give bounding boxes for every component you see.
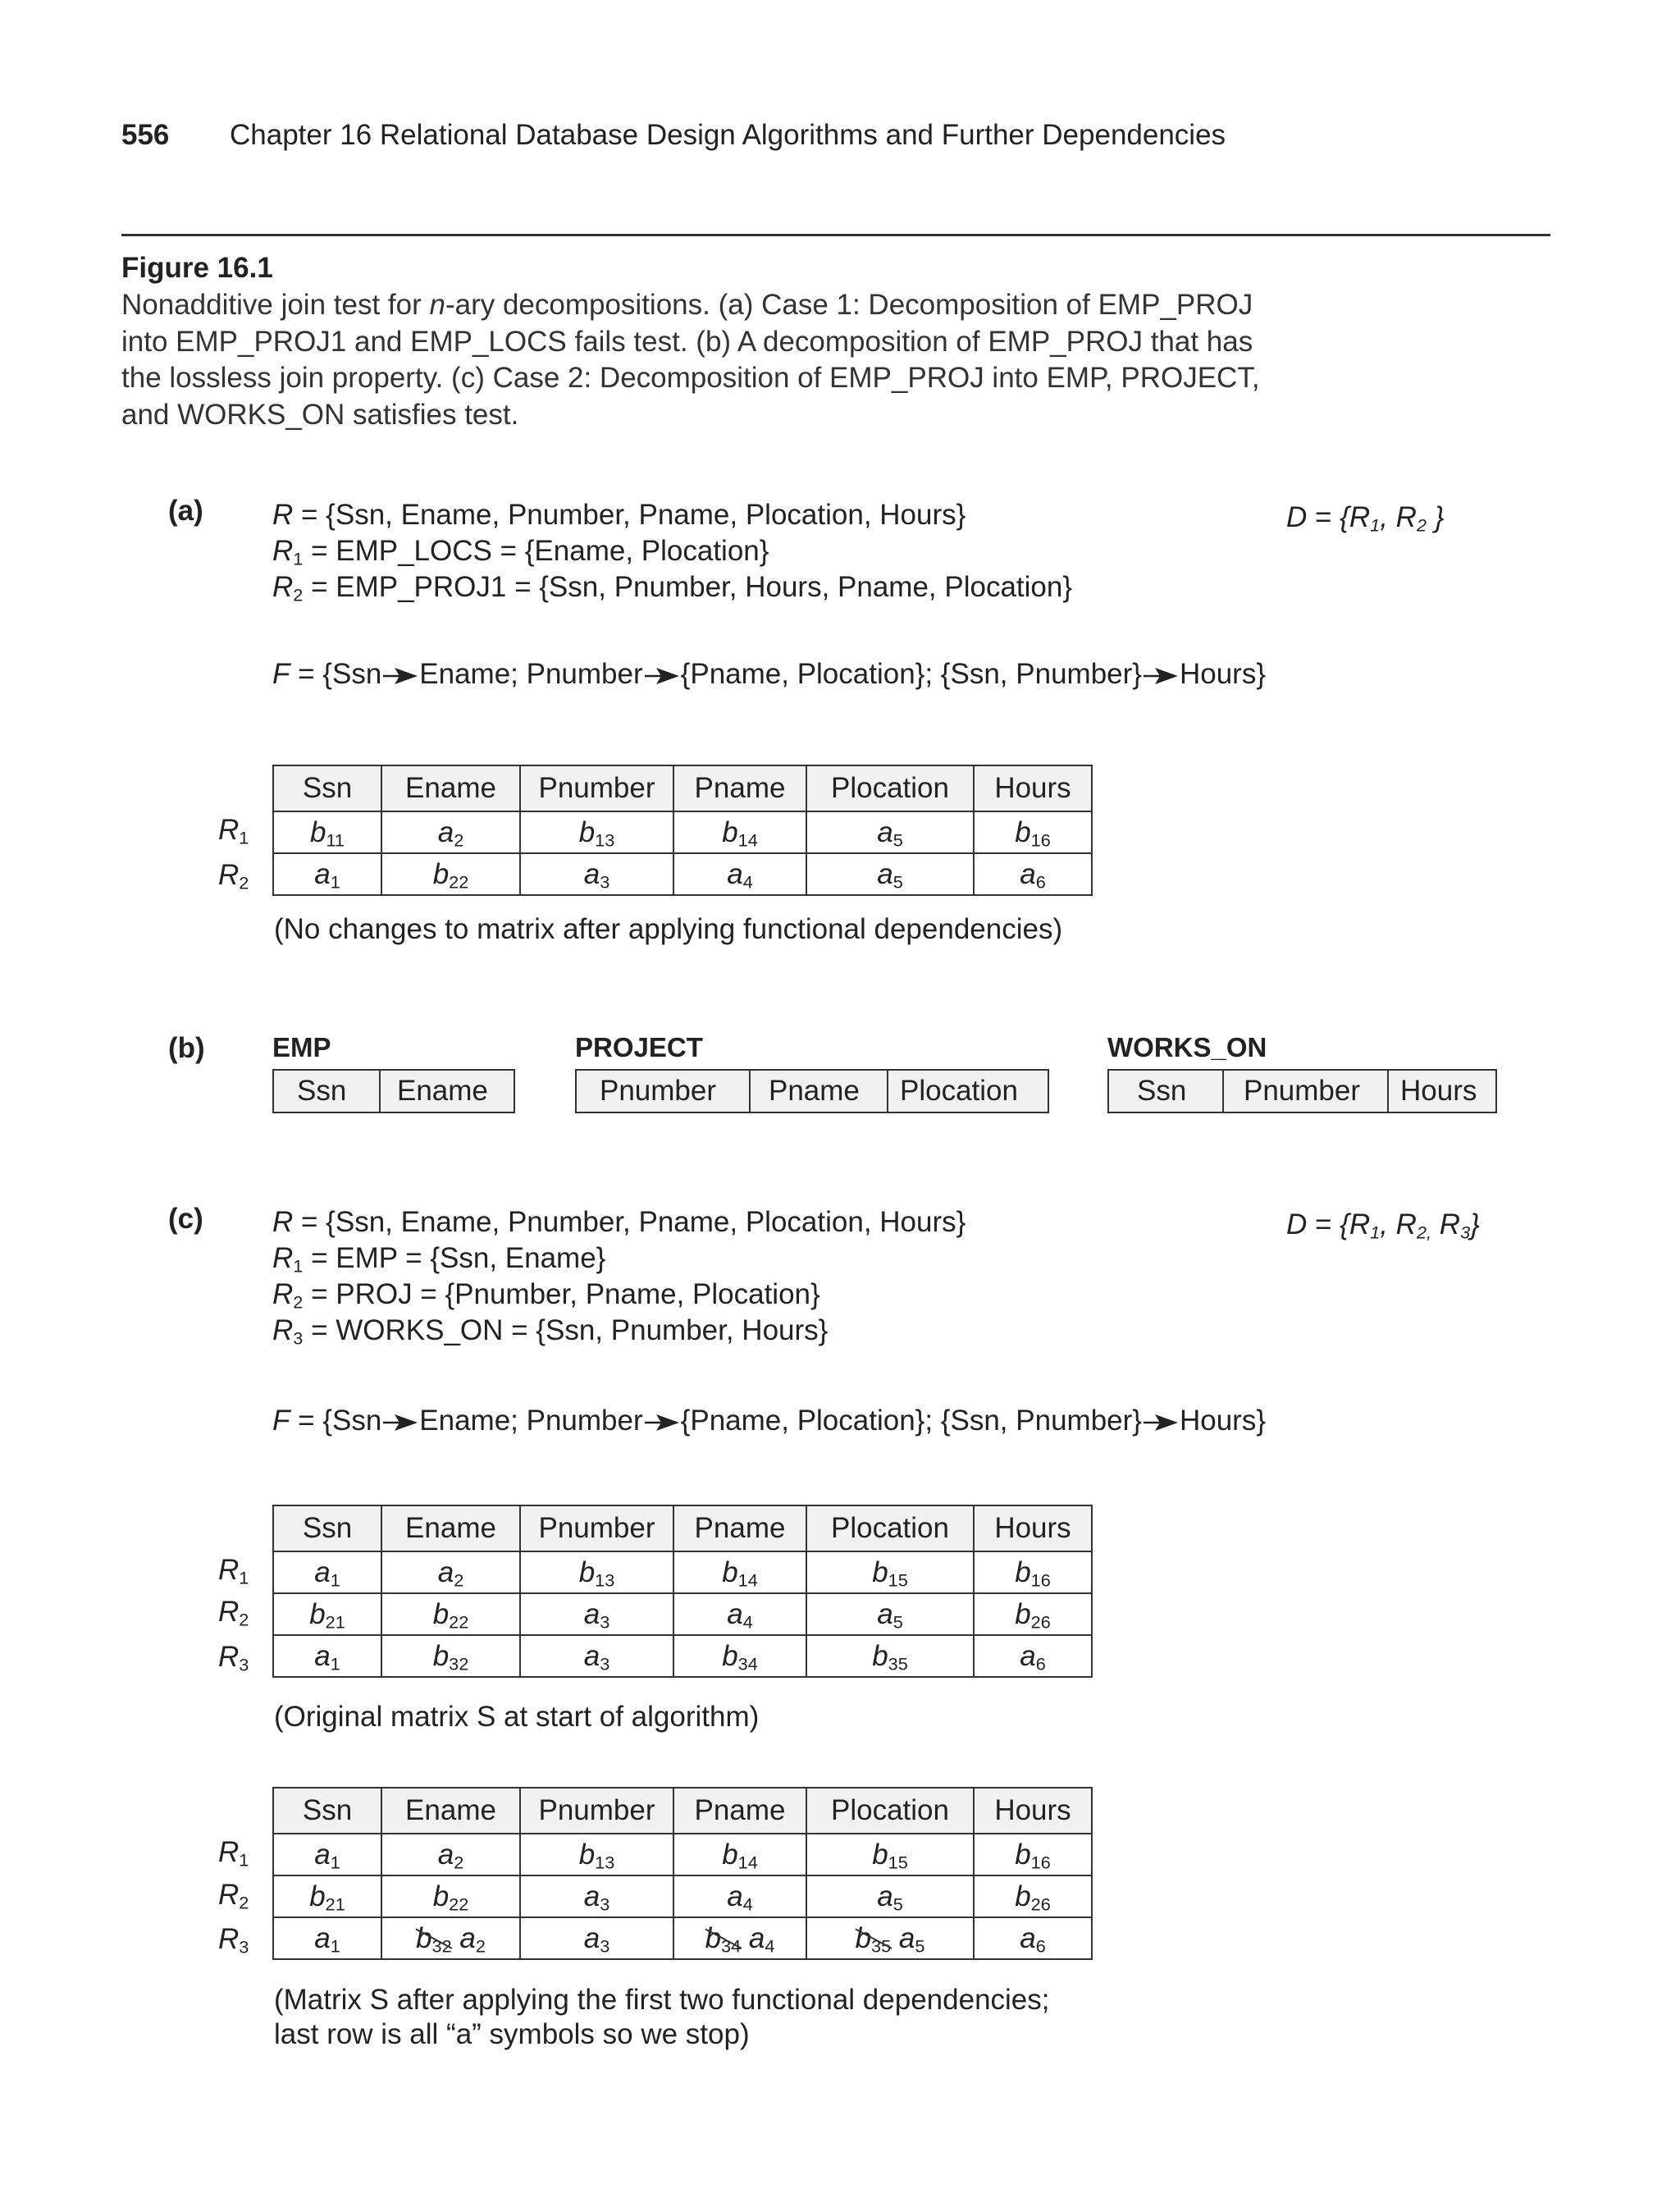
matrix-cell: $b_{35}$ xyxy=(806,1635,974,1677)
col-header: Ename xyxy=(381,765,520,811)
attribute: Ename xyxy=(379,1071,514,1112)
part-c-final-row-label-r1: $R_1$ xyxy=(218,1836,249,1871)
matrix-header-row xyxy=(273,765,1092,811)
part-c-original-matrix xyxy=(272,1505,1093,1678)
part-c-functional-dependencies: F = {Ssn Ename; Pnumber {Pname, Plocation}; {Ssn, Pnumber} Hours} xyxy=(272,1405,1267,1437)
part-a-note: (No changes to matrix after applying functional dependencies) xyxy=(274,913,1063,945)
matrix-cell: $a_4$ xyxy=(673,1875,806,1917)
attribute: Pnumber xyxy=(1222,1071,1387,1112)
col-header: Ename xyxy=(381,1505,520,1551)
caption-rest: -ary decompositions. (a) Case 1: Decomposition of EMP_PROJ into EMP_PROJ1 and EMP_LOCS fails test. (b) A decomposition of EMP_PROJ that has the lossless join property. (c) Case 2: Decomposition of EMP_PROJ into EMP, PROJECT, and WORKS_ON satisfies test. xyxy=(121,289,1260,431)
part-c-r2-definition: $R_2$ = PROJ = {Pnumber, Pname, Plocation} xyxy=(272,1278,820,1313)
part-c-d-definition: $D = \{R_1$, $R_{2,}$ $R_3$} xyxy=(1286,1208,1480,1243)
matrix-row xyxy=(273,1551,1092,1593)
relation-name-emp: EMP xyxy=(272,1032,331,1062)
matrix-cell: $a_1$ xyxy=(273,1834,381,1875)
matrix-cell: $a_5$ xyxy=(806,1593,974,1635)
matrix-cell: $a_2$ xyxy=(381,1551,520,1593)
attribute: Pnumber xyxy=(600,1075,717,1107)
col-header: Pname xyxy=(673,1505,806,1551)
matrix-cell: $a_3$ xyxy=(520,1917,673,1959)
relation-schema-emp xyxy=(272,1069,515,1113)
arrow-right-icon xyxy=(645,667,679,685)
part-a-r2-definition: $R_2$ = EMP_PROJ1 = {Ssn, Pnumber, Hours, Pname, Plocation} xyxy=(272,571,1073,605)
attribute: Plocation xyxy=(887,1071,1048,1112)
matrix-cell: $a_2$ xyxy=(381,811,520,853)
page-number: 556 xyxy=(121,119,170,151)
matrix-cell: $a_4$ xyxy=(673,853,806,895)
relation-name-project: PROJECT xyxy=(575,1032,703,1062)
part-c-final-matrix xyxy=(272,1787,1093,1960)
part-a-row-label-r2: $R_2$ xyxy=(218,859,249,893)
matrix-cell: $a_5$ xyxy=(806,853,974,895)
matrix-cell: $a_1$ xyxy=(273,1917,381,1959)
part-c-final-note-line1: (Matrix S after applying the first two functional dependencies; xyxy=(274,1984,1050,2016)
arrow-right-icon xyxy=(1144,667,1178,685)
part-a-r-set: {Ssn, Ename, Pnumber, Pname, Plocation, Hours} xyxy=(326,499,966,531)
matrix-cell: $b_{13}$ xyxy=(520,1834,673,1875)
matrix-row xyxy=(273,853,1092,895)
part-c-final-row-label-r2: $R_2$ xyxy=(218,1879,249,1913)
matrix-cell: $b_{14}$ xyxy=(673,811,806,853)
part-c-final-note-line2: last row is all “a” symbols so we stop) xyxy=(274,2018,750,2050)
part-a-r1-definition: $R_1$ = EMP_LOCS = {Ename, Plocation} xyxy=(272,535,769,569)
relation-schema-works-on xyxy=(1107,1069,1497,1113)
part-a-row-label-r1: $R_1$ xyxy=(218,814,249,848)
matrix-cell: $b_{15}$ xyxy=(806,1551,974,1593)
matrix-cell: $a_1$ xyxy=(273,1551,381,1593)
part-a-matrix xyxy=(272,765,1093,896)
matrix-row xyxy=(273,1875,1092,1917)
part-c-r3-definition: $R_3$ = WORKS_ON = {Ssn, Pnumber, Hours} xyxy=(272,1314,829,1349)
matrix-cell: $a_3$ xyxy=(520,1875,673,1917)
matrix-cell: $b_{16}$ xyxy=(974,1551,1092,1593)
part-a-functional-dependencies: F = {Ssn Ename; Pnumber {Pname, Plocation}; {Ssn, Pnumber} Hours} xyxy=(272,658,1267,690)
figure-title: Figure 16.1 xyxy=(121,252,273,284)
part-c-final-row-label-r3: $R_3$ xyxy=(218,1923,249,1958)
matrix-cell: $b_{14}$ xyxy=(673,1834,806,1875)
matrix-cell: $a_5$ xyxy=(806,1875,974,1917)
matrix-row xyxy=(273,811,1092,853)
matrix-cell: $b_{13}$ xyxy=(520,1551,673,1593)
part-c-orig-row-label-r2: $R_2$ xyxy=(218,1596,249,1630)
part-a-r2-set: EMP_PROJ1 = {Ssn, Pnumber, Hours, Pname, Plocation} xyxy=(336,571,1073,603)
relation-name-works-on: WORKS_ON xyxy=(1107,1032,1267,1062)
matrix-cell: $b_{35}$ $a_5$ xyxy=(806,1917,974,1959)
col-header: Hours xyxy=(974,1788,1092,1834)
matrix-cell: $b_{32}$ xyxy=(381,1635,520,1677)
matrix-row xyxy=(273,1917,1092,1959)
arrow-right-icon xyxy=(383,1414,418,1432)
arrow-right-icon xyxy=(645,1414,679,1432)
col-header: Ename xyxy=(381,1788,520,1834)
col-header: Plocation xyxy=(806,765,974,811)
arrow-right-icon xyxy=(383,667,418,685)
matrix-row xyxy=(273,1593,1092,1635)
caption-prefix: Nonadditive join test for xyxy=(121,289,430,321)
matrix-cell: $b_{22}$ xyxy=(381,1593,520,1635)
col-header: Pnumber xyxy=(520,1505,673,1551)
caption-n: n xyxy=(429,289,445,321)
figure-caption xyxy=(121,287,1286,433)
matrix-cell: $a_3$ xyxy=(520,853,673,895)
part-c-r-definition: R = {Ssn, Ename, Pnumber, Pname, Plocation, Hours} xyxy=(272,1206,966,1238)
matrix-cell: $a_6$ xyxy=(974,1635,1092,1677)
header-divider xyxy=(121,234,1550,236)
arrow-right-icon xyxy=(1144,1414,1178,1432)
matrix-cell: $b_{34}$ $a_4$ xyxy=(673,1917,806,1959)
part-c-r3-set: WORKS_ON = {Ssn, Pnumber, Hours} xyxy=(336,1314,829,1346)
col-header: Plocation xyxy=(806,1788,974,1834)
matrix-cell: $b_{11}$ xyxy=(273,811,381,853)
col-header: Hours xyxy=(974,765,1092,811)
col-header: Pname xyxy=(673,1788,806,1834)
part-c-label: (c) xyxy=(168,1203,203,1235)
matrix-cell: $b_{21}$ xyxy=(273,1875,381,1917)
attribute: Ssn xyxy=(297,1075,347,1107)
matrix-cell: $a_2$ xyxy=(381,1834,520,1875)
matrix-header-row xyxy=(273,1788,1092,1834)
part-a-label: (a) xyxy=(168,495,203,527)
part-a-r1-set: EMP_LOCS = {Ename, Plocation} xyxy=(336,535,769,567)
part-c-orig-row-label-r3: $R_3$ xyxy=(218,1641,249,1675)
col-header: Pnumber xyxy=(520,1788,673,1834)
matrix-row xyxy=(273,1635,1092,1677)
col-header: Pname xyxy=(673,765,806,811)
matrix-cell: $b_{16}$ xyxy=(974,811,1092,853)
matrix-cell: $a_4$ xyxy=(673,1593,806,1635)
matrix-cell: $b_{32}$ $a_2$ xyxy=(381,1917,520,1959)
attribute: Pname xyxy=(749,1071,887,1112)
matrix-cell: $b_{26}$ xyxy=(974,1875,1092,1917)
part-c-r-set: {Ssn, Ename, Pnumber, Pname, Plocation, Hours} xyxy=(326,1206,966,1238)
matrix-cell: $b_{34}$ xyxy=(673,1635,806,1677)
col-header: Plocation xyxy=(806,1505,974,1551)
matrix-cell: $a_6$ xyxy=(974,1917,1092,1959)
matrix-cell: $a_1$ xyxy=(273,853,381,895)
matrix-cell: $b_{14}$ xyxy=(673,1551,806,1593)
attribute: Ssn xyxy=(1137,1075,1187,1107)
matrix-cell: $b_{16}$ xyxy=(974,1834,1092,1875)
col-header: Hours xyxy=(974,1505,1092,1551)
relation-schema-project xyxy=(575,1069,1049,1113)
part-c-orig-row-label-r1: $R_1$ xyxy=(218,1554,249,1588)
matrix-row xyxy=(273,1834,1092,1875)
part-a-r-definition: R = {Ssn, Ename, Pnumber, Pname, Plocation, Hours} xyxy=(272,499,966,531)
matrix-cell: $b_{26}$ xyxy=(974,1593,1092,1635)
part-c-original-note: (Original matrix S at start of algorithm) xyxy=(274,1701,760,1733)
col-header: Ssn xyxy=(273,1505,381,1551)
chapter-title: Chapter 16 Relational Database Design Algorithms and Further Dependencies xyxy=(230,119,1226,151)
matrix-header-row xyxy=(273,1505,1092,1551)
matrix-cell: $a_5$ xyxy=(806,811,974,853)
part-a-d-definition: $D = \{R_1$, $R_2$ } xyxy=(1286,501,1445,536)
part-c-r1-set: EMP = {Ssn, Ename} xyxy=(336,1242,606,1274)
matrix-cell: $b_{21}$ xyxy=(273,1593,381,1635)
matrix-cell: $b_{15}$ xyxy=(806,1834,974,1875)
col-header: Ssn xyxy=(273,765,381,811)
matrix-cell: $a_1$ xyxy=(273,1635,381,1677)
matrix-cell: $a_3$ xyxy=(520,1635,673,1677)
part-c-r1-definition: $R_1$ = EMP = {Ssn, Ename} xyxy=(272,1242,606,1277)
col-header: Pnumber xyxy=(520,765,673,811)
matrix-cell: $b_{22}$ xyxy=(381,853,520,895)
matrix-cell: $a_6$ xyxy=(974,853,1092,895)
matrix-cell: $a_3$ xyxy=(520,1593,673,1635)
matrix-cell: $b_{22}$ xyxy=(381,1875,520,1917)
attribute: Hours xyxy=(1387,1071,1495,1112)
part-c-r2-set: PROJ = {Pnumber, Pname, Plocation} xyxy=(336,1278,820,1310)
col-header: Ssn xyxy=(273,1788,381,1834)
matrix-cell: $b_{13}$ xyxy=(520,811,673,853)
part-b-label: (b) xyxy=(168,1032,205,1064)
